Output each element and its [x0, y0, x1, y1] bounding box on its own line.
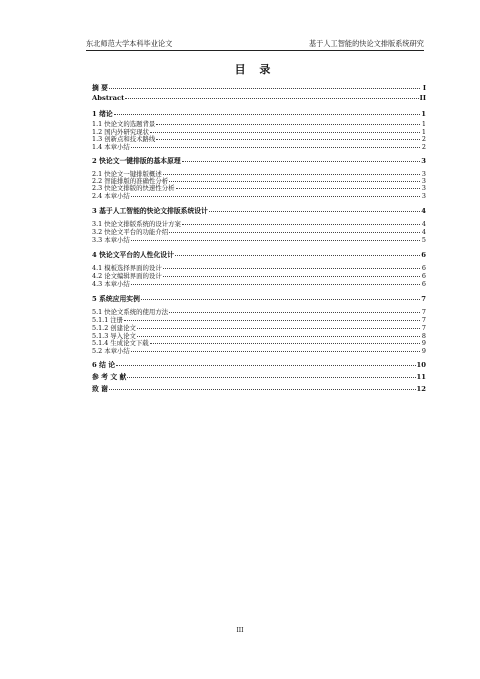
header-left-text: 东北师范大学本科毕业论文: [86, 39, 173, 48]
toc-entry-page: 6: [421, 280, 426, 288]
toc-leader-dots: [156, 119, 420, 125]
toc-entry[interactable]: [92, 192, 426, 200]
toc-entry-page: 6: [421, 251, 426, 259]
toc-leader-dots: [169, 307, 420, 313]
toc-entry-label: 4.2 论文编辑界面的设计: [92, 272, 162, 280]
toc-entry-label: 3.3 本章小结: [92, 236, 130, 244]
toc-entry-page: 3: [421, 170, 426, 178]
toc-entry-label: 3.1 快论文排版系统的设计方案: [92, 220, 181, 228]
toc-leader-dots: [137, 323, 420, 329]
toc-entry-label: 5.2 本章小结: [92, 347, 130, 355]
toc-entry-label: 1.3 创新点和技术路线: [92, 135, 156, 143]
toc-entry-label: 4.1 模板选择界面的设计: [92, 264, 162, 272]
toc-leader-dots: [109, 384, 416, 390]
toc-leader-dots: [169, 176, 420, 182]
toc-entry[interactable]: [92, 385, 426, 393]
toc-leader-dots: [131, 142, 420, 148]
toc-entry-label: 2.4 本章小结: [92, 192, 130, 200]
toc-entry-label: 2 快论文一键排版的基本原理: [92, 157, 181, 165]
toc-leader-dots: [163, 169, 420, 175]
toc-entry-label: 摘 要: [92, 84, 108, 92]
toc-entry-label: 5.1 快论文系统的使用方法: [92, 308, 169, 316]
page-header: [86, 39, 424, 50]
toc-entry-page: 12: [416, 385, 426, 393]
toc-entry[interactable]: [92, 84, 426, 92]
toc-entry-page: 1: [421, 110, 426, 118]
toc-leader-dots: [137, 331, 420, 337]
toc-entry-page: 7: [421, 324, 426, 332]
toc-entry[interactable]: [92, 94, 426, 102]
toc-leader-dots: [176, 183, 421, 189]
toc-entry-label: 4.3 本章小结: [92, 280, 130, 288]
toc-leader-dots: [169, 227, 420, 233]
toc-entry-page: 10: [416, 361, 426, 369]
toc-entry-label: 2.3 快论文排版的快速性分析: [92, 184, 175, 192]
toc-entry-page: 3: [421, 177, 426, 185]
toc-entry-page: 7: [421, 316, 426, 324]
toc-leader-dots: [141, 294, 420, 300]
toc-entry-page: 4: [421, 228, 426, 236]
header-right-text: 基于人工智能的快论文排版系统研究: [308, 39, 424, 48]
toc-leader-dots: [182, 156, 420, 162]
toc-entry[interactable]: [92, 110, 426, 118]
toc-entry-label: 5.1.2 创建论文: [92, 324, 136, 332]
toc-entry-page: 3: [421, 192, 426, 200]
toc-entry[interactable]: [92, 251, 426, 259]
toc-entry-label: 3.2 快论文平台的功能介绍: [92, 228, 169, 236]
toc-entry-page: 3: [421, 157, 426, 165]
toc-entry-page: I: [422, 84, 426, 92]
toc-entry-page: 6: [421, 264, 426, 272]
toc-entry-page: 8: [421, 332, 426, 340]
toc-entry-label: 致 谢: [92, 385, 108, 393]
toc-entry[interactable]: [92, 207, 426, 215]
toc-entry-label: 6 结 论: [92, 361, 116, 369]
toc-entry-page: II: [419, 94, 426, 102]
toc-leader-dots: [116, 360, 415, 366]
toc-entry-page: 1: [421, 128, 426, 136]
toc-leader-dots: [163, 271, 420, 277]
toc-leader-dots: [175, 250, 420, 256]
toc-leader-dots: [131, 235, 420, 241]
toc-entry[interactable]: [92, 347, 426, 355]
toc-entry-page: 7: [421, 308, 426, 316]
toc-entry-page: 9: [421, 339, 426, 347]
toc-entry-page: 7: [421, 295, 426, 303]
toc-leader-dots: [127, 372, 415, 378]
toc-entry-label: 2.1 快论文一键排版概述: [92, 170, 162, 178]
toc-entry-page: 11: [416, 373, 426, 381]
toc-entry-page: 4: [421, 207, 426, 215]
toc-leader-dots: [109, 83, 420, 89]
toc-entry-label: 2.2 智能排版的准确性分析: [92, 177, 169, 185]
toc-entry-label: 参 考 文 献: [92, 373, 127, 381]
toc-entry-page: 5: [421, 236, 426, 244]
toc-entry-page: 6: [421, 272, 426, 280]
toc-leader-dots: [150, 338, 420, 344]
toc-leader-dots: [124, 315, 420, 321]
toc-entry-label: 5.1.3 导入论文: [92, 332, 136, 340]
toc-entry-label: 1 绪论: [92, 110, 113, 118]
toc-leader-dots: [156, 134, 420, 140]
toc-entry-label: Abstract: [92, 94, 125, 102]
toc-entry-label: 4 快论文平台的人性化设计: [92, 251, 174, 259]
toc-entry[interactable]: [92, 143, 426, 151]
toc-entry[interactable]: [92, 280, 426, 288]
toc-entry-label: 5.1.1 注册: [92, 316, 124, 324]
toc-entry-label: 3 基于人工智能的快论文排版系统设计: [92, 207, 208, 215]
toc-entry-page: 1: [421, 120, 426, 128]
toc-entry-page: 4: [421, 220, 426, 228]
toc-entry-label: 1.1 快论文的选题背景: [92, 120, 156, 128]
toc-entry-label: 5 系统应用实例: [92, 295, 140, 303]
header-rule: [86, 50, 424, 51]
toc-entry[interactable]: [92, 295, 426, 303]
toc-title: 目 录: [234, 63, 276, 76]
toc-entry[interactable]: [92, 361, 426, 369]
toc-entry-page: 2: [421, 143, 426, 151]
toc-leader-dots: [150, 127, 420, 133]
toc-leader-dots: [114, 109, 420, 115]
toc-leader-dots: [182, 219, 420, 225]
toc-entry[interactable]: [92, 236, 426, 244]
toc-entry-label: 1.2 国内外研究现状: [92, 128, 149, 136]
toc-leader-dots: [163, 263, 420, 269]
toc-leader-dots: [131, 191, 420, 197]
toc-entry-page: 3: [421, 184, 426, 192]
toc-entry-page: 2: [421, 135, 426, 143]
toc-entry-label: 5.1.4 生成论文下载: [92, 339, 149, 347]
toc-leader-dots: [125, 93, 418, 99]
toc-leader-dots: [131, 346, 420, 352]
toc-leader-dots: [131, 279, 420, 285]
toc-leader-dots: [209, 206, 420, 212]
toc-entry[interactable]: [92, 373, 426, 381]
toc-entry-label: 1.4 本章小结: [92, 143, 130, 151]
page-number: III: [236, 627, 244, 634]
toc-entry[interactable]: [92, 157, 426, 165]
toc-entry-page: 9: [421, 347, 426, 355]
